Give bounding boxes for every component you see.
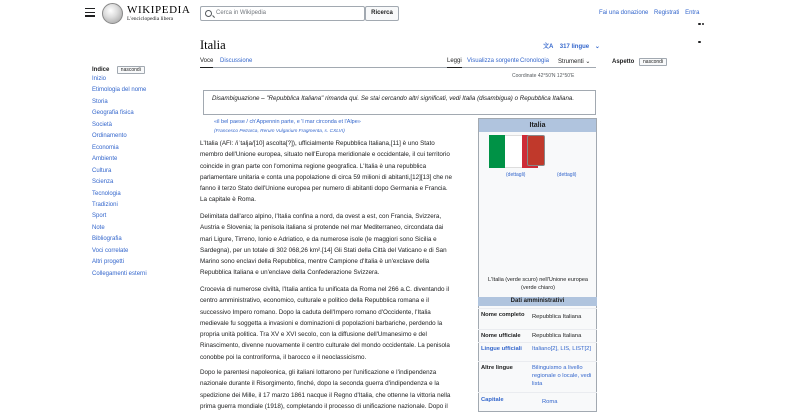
text-line: parlamentare unitaria e conta una popolazione di circa 59 milioni di abitanti,[12][13] che ne: [200, 173, 453, 181]
tab-leggi[interactable]: Leggi: [447, 58, 462, 68]
chevron-down-icon: ⌄: [585, 59, 591, 65]
text-line: Austria e Slovenia; la penisola italiana si protende nel mar Mediterraneo, circondata dai: [200, 224, 444, 232]
text-line: Crocevia di numerose civiltà, l'Italia antica fu unificata da Roma nel 266 a.C. diventando il: [200, 286, 450, 293]
text-line: centro amministrativo, economico, culturale e politico della Repubblica romana e il: [200, 297, 429, 305]
text-line: membro dell'Unione europea, situato nell'Europa meridionale e occidentale, il cui territorio: [200, 151, 450, 159]
text-line: L'Italia (AFI: /iˈtalja/[10] ascolta[?]), ufficialmente Repubblica Italiana,[11] è uno Stato: [200, 140, 435, 147]
text-line: nazionale durante il Risorgimento, finché, dopo la seconda guerra d'indipendenza e la: [200, 380, 440, 388]
page-tabs: [200, 52, 596, 68]
login-link[interactable]: Entra: [685, 10, 700, 16]
tab-voce[interactable]: Voce: [200, 58, 213, 68]
toc-item[interactable]: Economia: [92, 144, 119, 151]
logo-tagline: L'enciclopedia libera: [127, 16, 174, 22]
text-line: conobbe poi la controriforma, il barocco e il neoclassicismo.: [200, 353, 367, 361]
infobox-section-heading: Dati amministrativi: [478, 297, 597, 306]
toc-item[interactable]: Note: [92, 224, 105, 231]
search-button[interactable]: Ricerca: [365, 6, 399, 21]
text-line: coincide in gran parte con l'omonima regione geografica. L'Italia è una repubblica: [200, 162, 427, 170]
row-value[interactable]: Roma: [542, 399, 558, 405]
infobox-row: [478, 329, 597, 341]
row-key: Nome completo: [481, 312, 525, 318]
toc-item[interactable]: Inizio: [92, 76, 107, 82]
tab-discussione[interactable]: Discussione: [220, 58, 253, 64]
emblem-details-link[interactable]: (dettagli): [557, 172, 577, 178]
flag-band-green: [489, 135, 505, 168]
row-value: Repubblica Italiana: [532, 314, 582, 320]
search-input[interactable]: [200, 6, 365, 21]
petrarca-quote: [214, 118, 361, 136]
text-line: mari Ligure, Tirreno, Ionio e Adriatico, e da numerose isole (le maggiori sono Sicilia e: [200, 235, 437, 243]
toc-item[interactable]: Cultura: [92, 167, 112, 174]
register-link[interactable]: Registrati: [654, 10, 680, 16]
row-key[interactable]: Lingue ufficiali: [481, 346, 522, 352]
toc-item[interactable]: Storia: [92, 98, 108, 105]
coordinates[interactable]: Coordinate 42°50′N 12°50′E: [512, 73, 575, 79]
text-line: Repubblica Italiana e un'enclave della Confederazione Svizzera.: [200, 269, 380, 277]
search-icon: [205, 10, 212, 17]
quote-text: «il bel paese / ch'Appennin parte, e 'l mar circonda et l'Alpe»: [214, 119, 361, 125]
page-title: Italia: [200, 38, 226, 52]
chevron-down-icon: ⌄: [594, 44, 600, 50]
toc-item[interactable]: Società: [92, 121, 113, 128]
infobox-row: [478, 361, 597, 391]
toc-item[interactable]: Altri progetti: [92, 259, 125, 266]
toc-item[interactable]: Sport: [92, 213, 107, 220]
row-value: Repubblica Italiana: [532, 333, 582, 339]
disambiguation-hatnote: Disambiguazione – "Repubblica Italiana" rimanda qui. Se stai cercando altri significati, vedi Italia (disambigua) o Repubblica Italiana.: [203, 90, 596, 115]
row-key[interactable]: Capitale: [481, 397, 504, 403]
map-caption: L'Italia (verde scuro) nell'Unione europea (verde chiaro): [488, 277, 588, 291]
row-value[interactable]: Italiano[2], LIS, LIST[2]: [532, 346, 591, 352]
quote-source[interactable]: (Francesco Petrarca, Rerum Vulgarium Fragmenta, s. CXLVI): [214, 129, 345, 134]
appearance-hide-button[interactable]: nascondi: [639, 58, 667, 66]
text-line: medievale fu soggetta a invasioni e dominazioni di popolazioni barbariche, perdendo la: [200, 319, 443, 327]
user-links: [599, 10, 703, 16]
table-of-contents: [92, 74, 147, 280]
text-line: Rinascimento, divenne nuovamente il centro culturale del mondo occidentale. La penisola: [200, 342, 450, 350]
text-line: Marino sono enclavi della Repubblica, mentre Campione d'Italia è un'exclave della: [200, 258, 430, 266]
text-line: propria unità politica. Tra XV e XVI secolo, con la diffusione dell'Umanesimo e del: [200, 331, 427, 339]
paragraph-risorgimento: [200, 367, 472, 412]
text-line: Sardegna), per un totale di 302 068,26 km².[14] Gli Stati della Città del Vaticano e di San: [200, 246, 447, 254]
infobox-row: [478, 308, 597, 328]
language-selector[interactable]: [543, 41, 600, 50]
toc-item[interactable]: Ordinamento: [92, 133, 127, 140]
search-placeholder: Cerca in Wikipedia: [216, 10, 267, 16]
toc-item[interactable]: Geografia fisica: [92, 110, 134, 117]
emblem-of-italy[interactable]: [527, 135, 545, 166]
text-line: spedizione dei Mille, il 17 marzo 1861 nacque il Regno d'Italia, che ottenne la vittoria nella: [200, 391, 451, 399]
paragraph-geography: [200, 211, 472, 279]
text-line: Delimitata dall'arco alpino, l'Italia confina a nord, da ovest a est, con Francia, Svizzera,: [200, 213, 442, 220]
toc-item[interactable]: Ambiente: [92, 156, 118, 163]
paragraph-intro: [200, 138, 472, 206]
text-line: Dopo le parentesi napoleonica, gli italiani lottarono per l'unificazione e l'indipendenza: [200, 369, 437, 376]
logo-wordmark[interactable]: WIKIPEDIA: [127, 4, 191, 16]
row-key: Altre lingue: [481, 365, 513, 371]
toc-heading: Indice: [92, 67, 110, 73]
infobox-row: [478, 342, 597, 360]
header: [0, 0, 800, 28]
tools-menu[interactable]: [558, 58, 590, 65]
language-count: 317 lingue: [559, 44, 590, 50]
tab-visualizza-sorgente[interactable]: Visualizza sorgente: [467, 58, 519, 64]
row-value[interactable]: Bilinguismo a livello regionale o locale, vedi lista: [532, 365, 592, 387]
wikipedia-globe-logo[interactable]: [102, 3, 123, 24]
text-line: fanno il terzo Stato dell'Unione europea per numero di abitanti dopo Germania e Francia.: [200, 185, 448, 193]
tab-cronologia[interactable]: Cronologia: [520, 58, 550, 64]
toc-item[interactable]: Collegamenti esterni: [92, 270, 147, 277]
toc-item[interactable]: Tecnologia: [92, 190, 121, 197]
appearance-heading: Aspetto: [612, 59, 635, 65]
flag-band-white: [505, 135, 521, 168]
donate-link[interactable]: Fai una donazione: [599, 10, 649, 16]
translate-icon: 文A: [543, 44, 554, 50]
appearance-header: [612, 58, 667, 66]
infobox-title: Italia: [479, 119, 596, 132]
text-line: La capitale è Roma.: [200, 196, 257, 204]
toc-item[interactable]: Tradizioni: [92, 201, 118, 208]
toc-item[interactable]: Bibliografia: [92, 236, 122, 243]
more-options-icon[interactable]: [698, 12, 708, 15]
toc-item[interactable]: Voci correlate: [92, 247, 129, 254]
main-menu-icon[interactable]: [85, 8, 95, 17]
text-line: prima guerra mondiale (1918), completando il processo di unificazione nazionale. Dopo il: [200, 402, 448, 410]
flag-details-link[interactable]: (dettagli): [506, 172, 526, 178]
row-key: Nome ufficiale: [481, 333, 521, 339]
toc-item[interactable]: Scienza: [92, 179, 114, 186]
tools-label: Strumenti: [558, 59, 584, 65]
toc-item[interactable]: Etimologia del nome: [92, 87, 147, 94]
text-line: successivo Impero romano. Dopo la caduta dell'Impero romano d'Occidente, l'Italia: [200, 308, 431, 316]
paragraph-history: [200, 284, 472, 363]
infobox-row: [478, 392, 597, 412]
toc-hide-button[interactable]: nascondi: [117, 66, 145, 74]
